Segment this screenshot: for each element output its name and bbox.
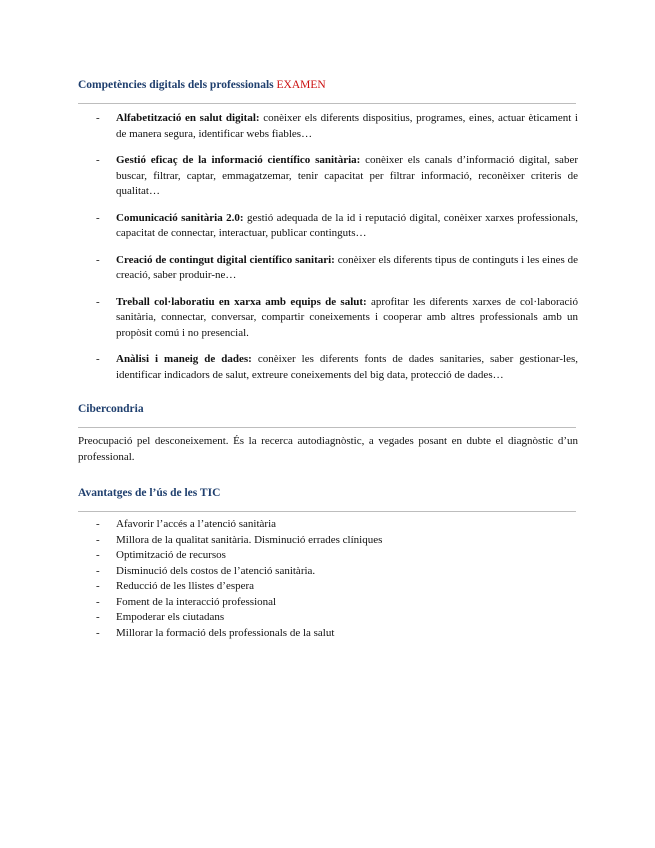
section-heading-competencies — [78, 78, 578, 92]
section-avantatges — [78, 486, 578, 641]
list-item — [78, 352, 578, 383]
item-text: conèixer els canals d’informació digital, saber buscar, filtrar, captar, emmagatzemar, tenir capacitat per filtrar informació, reconèixer criteris de qualitat… — [116, 154, 578, 197]
section-cibercondria — [78, 402, 578, 465]
item-text: conèixer les diferents fonts de dades sanitaries, saber gestionar-les, identificar indicadors de salut, extreure coneixements del big data, protecció de dades… — [116, 353, 578, 381]
list-item: - Millora de la qualitat sanitària. Disminució errades clíniques — [78, 533, 578, 549]
heading-accent-exam: EXAMEN — [276, 79, 326, 91]
list-item: - Foment de la interacció professional — [78, 595, 578, 611]
item-term: Gestió eficaç de la informació científico sanitària: — [116, 154, 361, 166]
list-item: - Reducció de les llistes d’espera — [78, 579, 578, 595]
advantages-list — [78, 517, 578, 641]
list-item: - Millorar la formació dels professionals de la salut — [78, 626, 578, 642]
item-term: Alfabetització en salut digital: — [116, 112, 260, 124]
item-term: Comunicació sanitària 2.0: — [116, 211, 244, 224]
list-item: - Empoderar els ciutadans — [78, 610, 578, 626]
competencies-list — [78, 111, 578, 383]
section-heading-avantatges: Avantatges de l’ús de les TIC — [78, 487, 221, 499]
list-item — [78, 111, 578, 142]
list-item: - Afavorir l’accés a l’atenció sanitària — [78, 517, 578, 533]
cibercondria-paragraph: Preocupació pel desconeixement. És la recerca autodiagnòstic, a vegades posant en dubte el diagnòstic d’un professional. — [78, 435, 578, 463]
section-competencies — [78, 78, 578, 394]
list-item — [78, 211, 578, 242]
section-divider — [78, 103, 576, 104]
list-item: - Disminució dels costos de l’atenció sanitària. — [78, 564, 578, 580]
section-divider — [78, 511, 576, 512]
list-item — [78, 153, 578, 200]
item-term: Anàlisi i maneig de dades: — [116, 353, 252, 365]
section-heading-cibercondria: Cibercondria — [78, 403, 144, 415]
item-term: Creació de contingut digital científico sanitari: — [116, 253, 335, 266]
list-item: - Optimització de recursos — [78, 548, 578, 564]
list-item — [78, 295, 578, 342]
item-text: aprofitar les diferents xarxes de col·laboració sanitària, connectar, conversar, compartir coneixements i cooperar amb altres professionals amb un propòsit comú i no presencial. — [116, 295, 578, 339]
section-divider — [78, 427, 576, 428]
item-term: Treball col·laboratiu en xarxa amb equips de salut: — [116, 295, 367, 308]
heading-text: Competències digitals dels professionals — [78, 79, 277, 91]
item-text: conèixer els diferents dispositius, programes, eines, actuar èticament i de manera segura, identificar webs fiables… — [116, 112, 578, 140]
item-text: conèixer els diferents tipus de continguts i les eines de creació, saber produir-ne… — [116, 253, 579, 281]
item-text: gestió adequada de la id i reputació digital, conèixer xarxes professionals, capacitat de connectar, interactuar, publicar continguts… — [116, 211, 578, 239]
list-item — [78, 253, 578, 284]
